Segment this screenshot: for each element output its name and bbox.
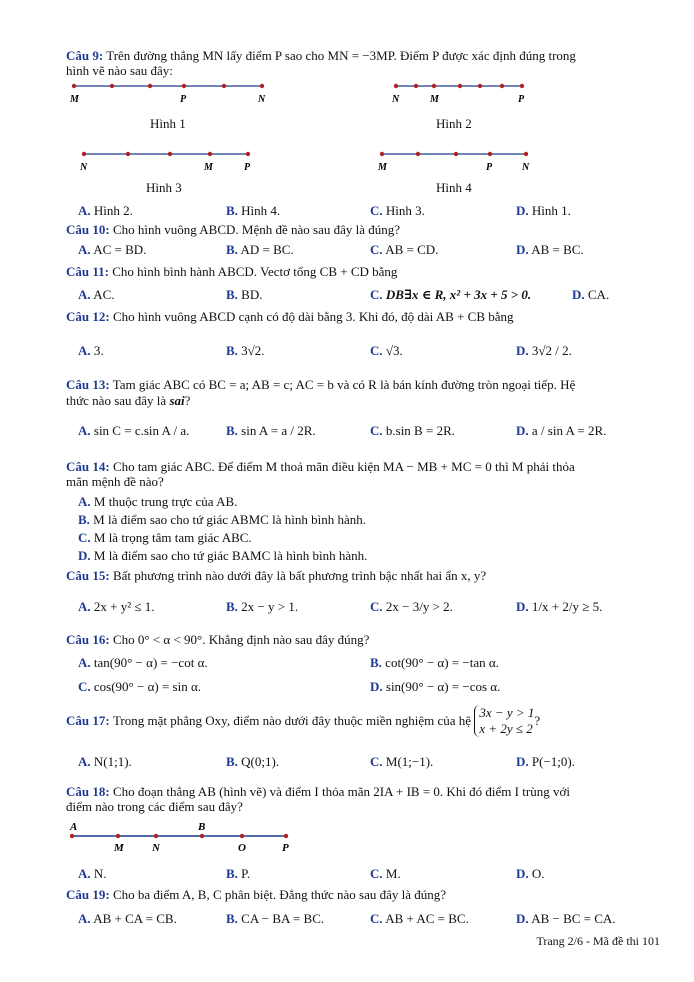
- q10-stem: [66, 222, 400, 238]
- fig1-label-p: P: [180, 94, 187, 104]
- q17-system-eq2: x + 2y ≤ 2: [479, 721, 533, 736]
- q12-text: Cho hình vuông ABCD cạnh có độ dài bằng 3. Khi đó, độ dài AB + CB bằng: [112, 309, 514, 324]
- q14-stem: [66, 459, 575, 475]
- q17-stem: Câu 17: Trong mặt phẳng Oxy, điểm nào dưới đây thuộc miền nghiệm của hệ 3x − y > 1 x + 2y ≤ 2 ?: [66, 705, 541, 736]
- fig3-label-p: P: [244, 162, 251, 172]
- q13-sai: sai: [169, 393, 185, 408]
- q14-text1: Cho tam giác ABC. Để điểm M thoả mãn điều kiện MA − MB + MC = 0 thì M phải thỏa: [112, 459, 575, 474]
- q13-option-a[interactable]: A. sin C = c.sin A / a.: [78, 423, 190, 438]
- q19-option-d[interactable]: D. AB − BC = CA.: [516, 911, 616, 926]
- q12-label: Câu 12:: [66, 309, 110, 324]
- q16-option-b[interactable]: B. cot(90° − α) = −tan α.: [370, 655, 499, 670]
- q15-text: Bất phương trình nào dưới đây là bất phương trình bậc nhất hai ẩn x, y?: [112, 568, 487, 583]
- q14-text2: mãn mệnh đề nào?: [66, 474, 164, 489]
- q11-label: Câu 11:: [66, 264, 109, 279]
- q19-option-a[interactable]: A. AB + CA = CB.: [78, 911, 177, 926]
- q13-option-d[interactable]: D. a / sin A = 2R.: [516, 423, 607, 438]
- fig4-label-p: P: [486, 162, 493, 172]
- q18-option-c[interactable]: C. M.: [370, 866, 401, 881]
- q13-option-c[interactable]: C. b.sin B = 2R.: [370, 423, 455, 438]
- q15-label: Câu 15:: [66, 568, 110, 583]
- q18-label: Câu 18:: [66, 784, 110, 799]
- q11-option-a[interactable]: A. AC.: [78, 287, 115, 302]
- q16-option-c[interactable]: C. cos(90° − α) = sin α.: [78, 679, 202, 694]
- q9-text2: hình vẽ nào sau đây:: [66, 63, 173, 78]
- q19-stem: [66, 887, 446, 903]
- q9-option-b[interactable]: B. Hình 4.: [226, 203, 281, 218]
- q10-text: Cho hình vuông ABCD. Mệnh đề nào sau đây là đúng?: [112, 222, 401, 237]
- q12-option-b[interactable]: B. 3√2.: [226, 343, 265, 358]
- q17-option-a[interactable]: A. N(1;1).: [78, 754, 132, 769]
- q9-option-a[interactable]: A. Hình 2.: [78, 203, 133, 218]
- q18-option-b[interactable]: B. P.: [226, 866, 251, 881]
- q18-stem: [66, 784, 570, 800]
- q16-text: Cho 0° < α < 90°. Khẳng định nào sau đây đúng?: [112, 632, 370, 647]
- q16-option-d[interactable]: D. sin(90° − α) = −cos α.: [370, 679, 501, 694]
- q10-option-b[interactable]: B. AD = BC.: [226, 242, 294, 257]
- fig4-label-m: M: [378, 162, 387, 172]
- q14-option-c[interactable]: C. M là trọng tâm tam giác ABC.: [78, 530, 252, 545]
- page-footer: Trang 2/6 - Mã đề thi 101: [536, 934, 660, 948]
- q13-stem-line2: thức nào sau đây là sai?: [66, 393, 191, 408]
- q16-stem: [66, 632, 369, 648]
- fig2-label-m: M: [430, 94, 439, 104]
- q9-figure-4: [374, 148, 544, 172]
- q19-option-b[interactable]: B. CA − BA = BC.: [226, 911, 325, 926]
- q18-text2: điểm nào trong các điểm sau đây?: [66, 799, 243, 814]
- q19-option-c[interactable]: C. AB + AC = BC.: [370, 911, 469, 926]
- q17-option-b[interactable]: B. Q(0;1).: [226, 754, 280, 769]
- q9-option-c[interactable]: C. Hình 3.: [370, 203, 425, 218]
- fig3-caption: Hình 3: [146, 180, 182, 195]
- q15-option-a[interactable]: A. 2x + y² ≤ 1.: [78, 599, 155, 614]
- q10-option-a[interactable]: A. AC = BD.: [78, 242, 147, 257]
- q18-label-a: A: [70, 821, 78, 833]
- q9-label: Câu 9:: [66, 48, 104, 63]
- q14-option-d[interactable]: D. M là điểm sao cho tứ giác BAMC là hình bình hành.: [78, 548, 368, 563]
- q17-label: Câu 17:: [66, 713, 110, 728]
- fig1-label-n: N: [258, 94, 266, 104]
- q10-label: Câu 10:: [66, 222, 110, 237]
- fig3-label-n: N: [80, 162, 88, 172]
- q12-option-c[interactable]: C. √3.: [370, 343, 403, 358]
- q11-stem: [66, 264, 397, 280]
- q14-option-b[interactable]: B. M là điểm sao cho tứ giác ABMC là hình bình hành.: [78, 512, 366, 527]
- fig3-label-m: M: [204, 162, 213, 172]
- q19-text: Cho ba điểm A, B, C phân biệt. Đẳng thức nào sau đây là đúng?: [112, 887, 447, 902]
- q9-figure-2: [388, 80, 538, 104]
- q18-option-d[interactable]: D. O.: [516, 866, 545, 881]
- fig1-label-m: M: [70, 94, 79, 104]
- fig4-caption: Hình 4: [436, 180, 472, 195]
- fig4-label-n: N: [522, 162, 530, 172]
- q19-label: Câu 19:: [66, 887, 110, 902]
- fig2-label-p: P: [518, 94, 525, 104]
- q14-label: Câu 14:: [66, 459, 110, 474]
- q18-option-a[interactable]: A. N.: [78, 866, 107, 881]
- q11-option-b[interactable]: B. BD.: [226, 287, 263, 302]
- q15-option-b[interactable]: B. 2x − y > 1.: [226, 599, 299, 614]
- q18-label-n: N: [152, 842, 160, 854]
- q13-text1: Tam giác ABC có BC = a; AB = c; AC = b và có R là bán kính đường tròn ngoại tiếp. Hệ: [112, 377, 576, 392]
- q15-option-d[interactable]: D. 1/x + 2/y ≥ 5.: [516, 599, 603, 614]
- q18-figure: [66, 818, 306, 854]
- q10-option-d[interactable]: D. AB = BC.: [516, 242, 584, 257]
- q11-option-d[interactable]: D. CA.: [572, 287, 610, 302]
- q18-label-p: P: [282, 842, 289, 854]
- q13-label: Câu 13:: [66, 377, 110, 392]
- q12-option-a[interactable]: A. 3.: [78, 343, 104, 358]
- q17-system-eq1: 3x − y > 1: [479, 705, 535, 720]
- q18-text1: Cho đoạn thẳng AB (hình vẽ) và điểm I thỏa mãn 2IA + IB = 0. Khi đó điểm I trùng với: [112, 784, 570, 799]
- q17-option-d[interactable]: D. P(−1;0).: [516, 754, 575, 769]
- q18-label-m: M: [114, 842, 124, 854]
- q9-figure-3: [76, 148, 266, 172]
- q13-option-b[interactable]: B. sin A = a / 2R.: [226, 423, 316, 438]
- q17-system: [474, 705, 534, 737]
- q9-text1: Trên đường thẳng MN lấy điểm P sao cho MN = −3MP. Điểm P được xác định đúng trong: [106, 48, 576, 63]
- q17-option-c[interactable]: C. M(1;−1).: [370, 754, 434, 769]
- q16-label: Câu 16:: [66, 632, 110, 647]
- q10-option-c[interactable]: C. AB = CD.: [370, 242, 439, 257]
- q11-option-c[interactable]: C. DB∃x ∈ R, x² + 3x + 5 > 0.: [370, 287, 532, 302]
- q12-stem: [66, 309, 514, 325]
- q12-option-d[interactable]: D. 3√2 / 2.: [516, 343, 572, 358]
- q16-option-a[interactable]: A. tan(90° − α) = −cot α.: [78, 655, 208, 670]
- fig2-label-n: N: [392, 94, 400, 104]
- q18-label-o: O: [238, 842, 246, 854]
- q9-option-d[interactable]: D. Hình 1.: [516, 203, 571, 218]
- q17-text: Trong mặt phẳng Oxy, điểm nào dưới đây thuộc miền nghiệm của hệ: [112, 713, 472, 728]
- q15-option-c[interactable]: C. 2x − 3/y > 2.: [370, 599, 453, 614]
- q9-figure-1: [66, 80, 276, 104]
- fig1-caption: Hình 1: [150, 116, 186, 131]
- q9-line1: [66, 48, 576, 64]
- q11-text: Cho hình bình hành ABCD. Vectơ tổng CB + CD bằng: [112, 264, 398, 279]
- q15-stem: [66, 568, 486, 584]
- fig2-caption: Hình 2: [436, 116, 472, 131]
- q18-label-b: B: [198, 821, 206, 833]
- q14-option-a[interactable]: A. M thuộc trung trực của AB.: [78, 494, 238, 509]
- q13-stem: [66, 377, 575, 393]
